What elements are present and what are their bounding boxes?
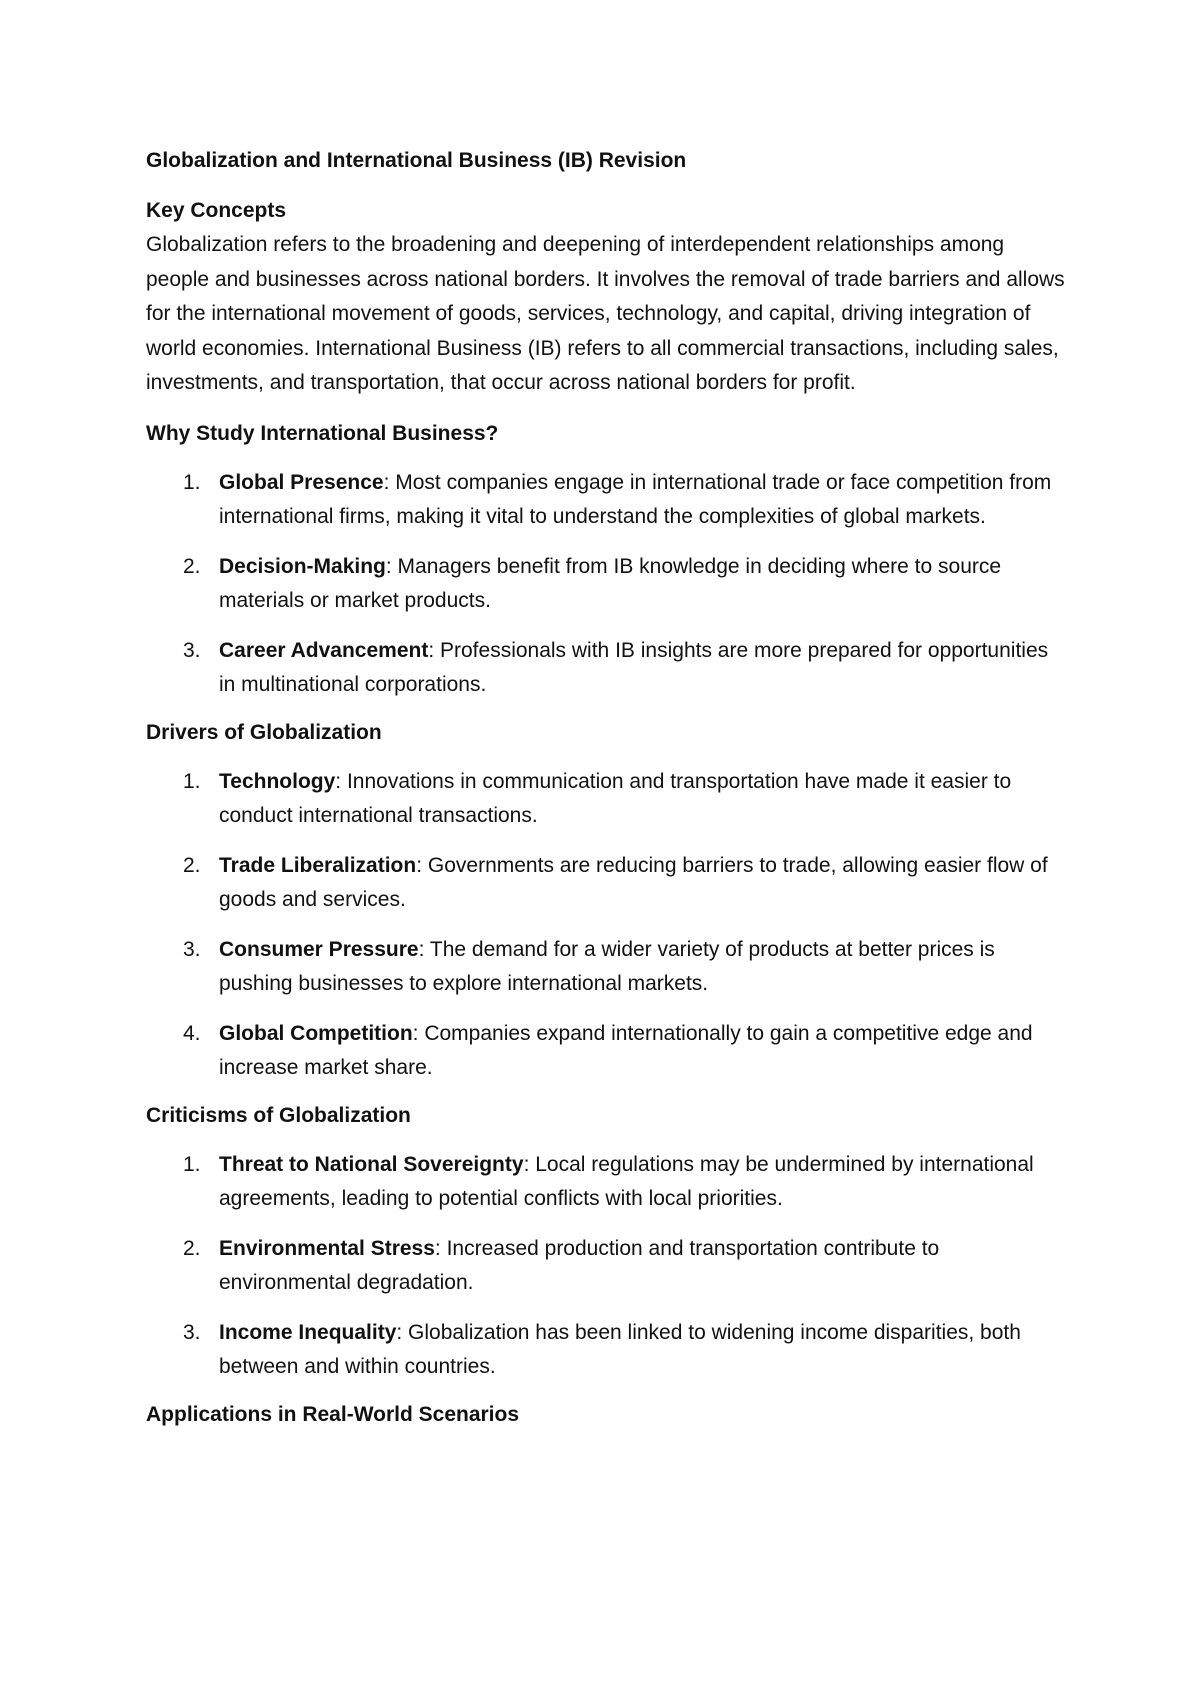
list-number: 4. — [183, 1021, 201, 1045]
list-term: Environmental Stress — [219, 1236, 435, 1260]
drivers-list — [146, 765, 1066, 1085]
heading-key-concepts: Key Concepts — [146, 199, 287, 222]
list-term: Income Inequality — [219, 1320, 397, 1344]
criticisms-list — [146, 1148, 1066, 1384]
list-number: 2. — [183, 853, 201, 877]
list-text: : Globalization has been linked to widening income disparities, both between and within countries. — [219, 1320, 1021, 1378]
list-text: : Companies expand internationally to gain a competitive edge and increase market share. — [219, 1021, 1033, 1079]
list-number: 3. — [183, 937, 201, 961]
list-number: 1. — [183, 1152, 201, 1176]
list-text: : Governments are reducing barriers to trade, allowing easier flow of goods and services. — [219, 853, 1048, 911]
list-item — [146, 765, 1066, 833]
list-number: 1. — [183, 769, 201, 793]
list-number: 3. — [183, 638, 201, 662]
list-text: : The demand for a wider variety of products at better prices is pushing businesses to explore international markets. — [219, 937, 995, 995]
list-term: Consumer Pressure — [219, 937, 419, 961]
heading-drivers: Drivers of Globalization — [146, 720, 382, 744]
list-item — [146, 1148, 1066, 1216]
list-term: Decision-Making — [219, 554, 386, 578]
list-item — [146, 550, 1066, 618]
why-study-list — [146, 466, 1066, 702]
list-number: 3. — [183, 1320, 201, 1344]
key-concepts-paragraph: Globalization refers to the broadening and deepening of interdependent relationships among people and businesses across national borders. It involves the removal of trade barriers and allows for the international movement of goods, services, technology, and capital, driving integration of world economies. International Business (IB) refers to all commercial transactions, including sales, investments, and transportation, that occur across national borders for profit. — [146, 233, 1065, 394]
list-term: Trade Liberalization — [219, 853, 417, 877]
heading-applications: Applications in Real-World Scenarios — [146, 1402, 520, 1426]
heading-why-study: Why Study International Business? — [146, 421, 499, 445]
list-term: Career Advancement — [219, 638, 429, 662]
list-number: 2. — [183, 554, 201, 578]
list-item — [146, 634, 1066, 702]
list-text: : Professionals with IB insights are more prepared for opportunities in multinational corporations. — [219, 638, 1049, 696]
list-term: Threat to National Sovereignty — [219, 1152, 524, 1176]
list-term: Global Presence — [219, 470, 384, 494]
list-term: Technology — [219, 769, 336, 793]
list-item — [146, 1017, 1066, 1085]
document-page — [146, 144, 1066, 1432]
list-text: : Most companies engage in international trade or face competition from international firms, making it vital to understand the complexities of global markets. — [219, 470, 1052, 528]
list-item — [146, 1232, 1066, 1300]
list-item — [146, 933, 1066, 1001]
list-text: : Increased production and transportation contribute to environmental degradation. — [219, 1236, 940, 1294]
list-number: 1. — [183, 470, 201, 494]
list-item — [146, 1316, 1066, 1384]
list-item — [146, 849, 1066, 917]
list-text: : Managers benefit from IB knowledge in deciding where to source materials or market products. — [219, 554, 1002, 612]
list-number: 2. — [183, 1236, 201, 1260]
heading-criticisms: Criticisms of Globalization — [146, 1103, 411, 1127]
list-text: : Innovations in communication and transportation have made it easier to conduct international transactions. — [219, 769, 1012, 827]
document-title: Globalization and International Business (IB) Revision — [146, 149, 687, 172]
list-term: Global Competition — [219, 1021, 413, 1045]
list-text: : Local regulations may be undermined by international agreements, leading to potential conflicts with local priorities. — [219, 1152, 1034, 1210]
list-item — [146, 466, 1066, 534]
